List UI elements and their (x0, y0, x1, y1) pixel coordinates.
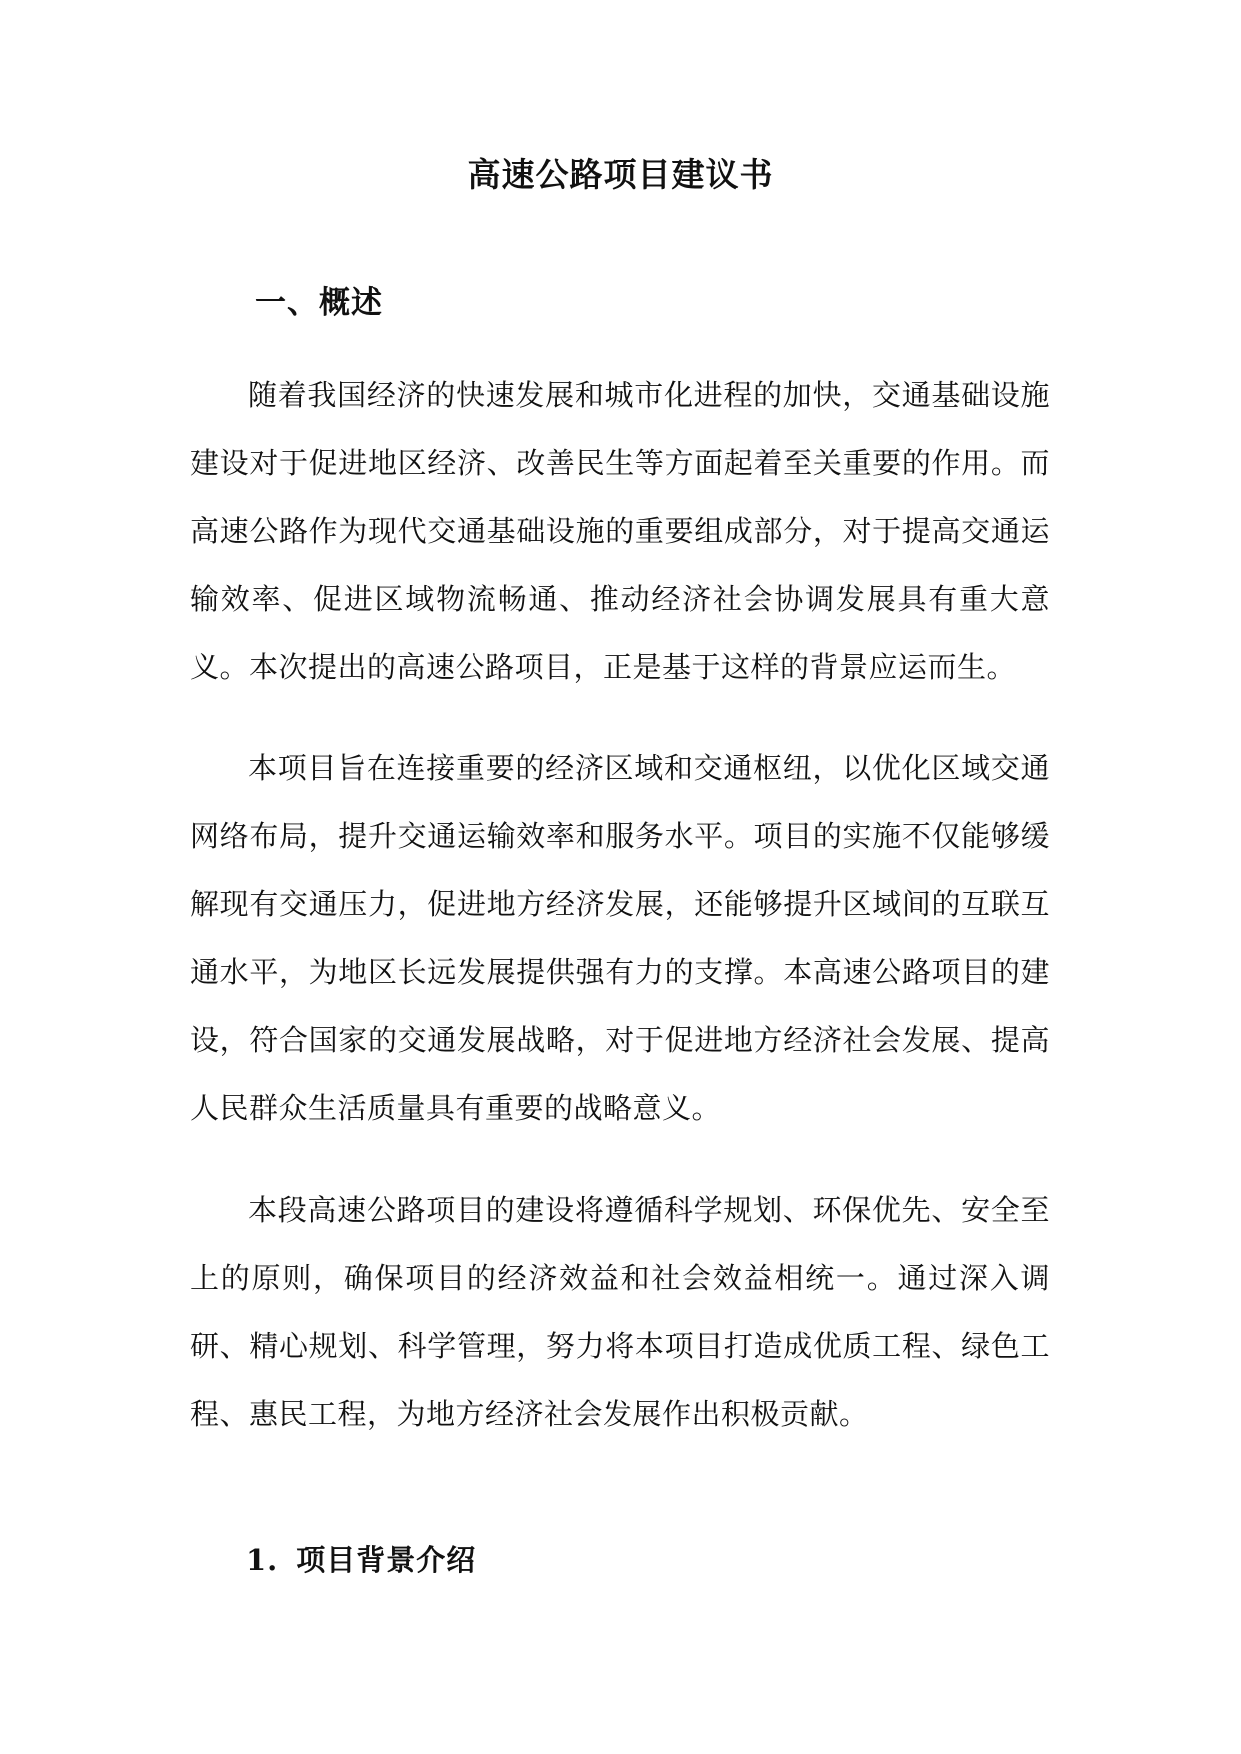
paragraph: 本项目旨在连接重要的经济区域和交通枢纽，以优化区域交通网络布局，提升交通运输效率和服务水平。项目的实施不仅能够缓解现有交通压力，促进地方经济发展，还能够提升区域间的互联互通水平，为地区长远发展提供强有力的支撑。本高速公路项目的建设，符合国家的交通发展战略，对于促进地方经济社会发展、提高人民群众生活质量具有重要的战略意义。 (190, 751, 1050, 1125)
section-heading-overview: 一、概述 (255, 285, 383, 321)
subsection-title: 项目背景介绍 (296, 1543, 477, 1577)
document-title: 高速公路项目建议书 (467, 155, 774, 194)
paragraph: 随着我国经济的快速发展和城市化进程的加快，交通基础设施建设对于促进地区经济、改善民生等方面起着至关重要的作用。而高速公路作为现代交通基础设施的重要组成部分，对于提高交通运输效率、促进区域物流畅通、推动经济社会协调发展具有重大意义。本次提出的高速公路项目，正是基于这样的背景应运而生。 (190, 378, 1050, 684)
paragraph: 本段高速公路项目的建设将遵循科学规划、环保优先、安全至上的原则，确保项目的经济效益和社会效益相统一。通过深入调研、精心规划、科学管理，努力将本项目打造成优质工程、绿色工程、惠民工程，为地方经济社会发展作出积极贡献。 (190, 1193, 1050, 1431)
subsection-heading-project-background (246, 1535, 476, 1585)
subsection-number: 1. (246, 1543, 279, 1577)
